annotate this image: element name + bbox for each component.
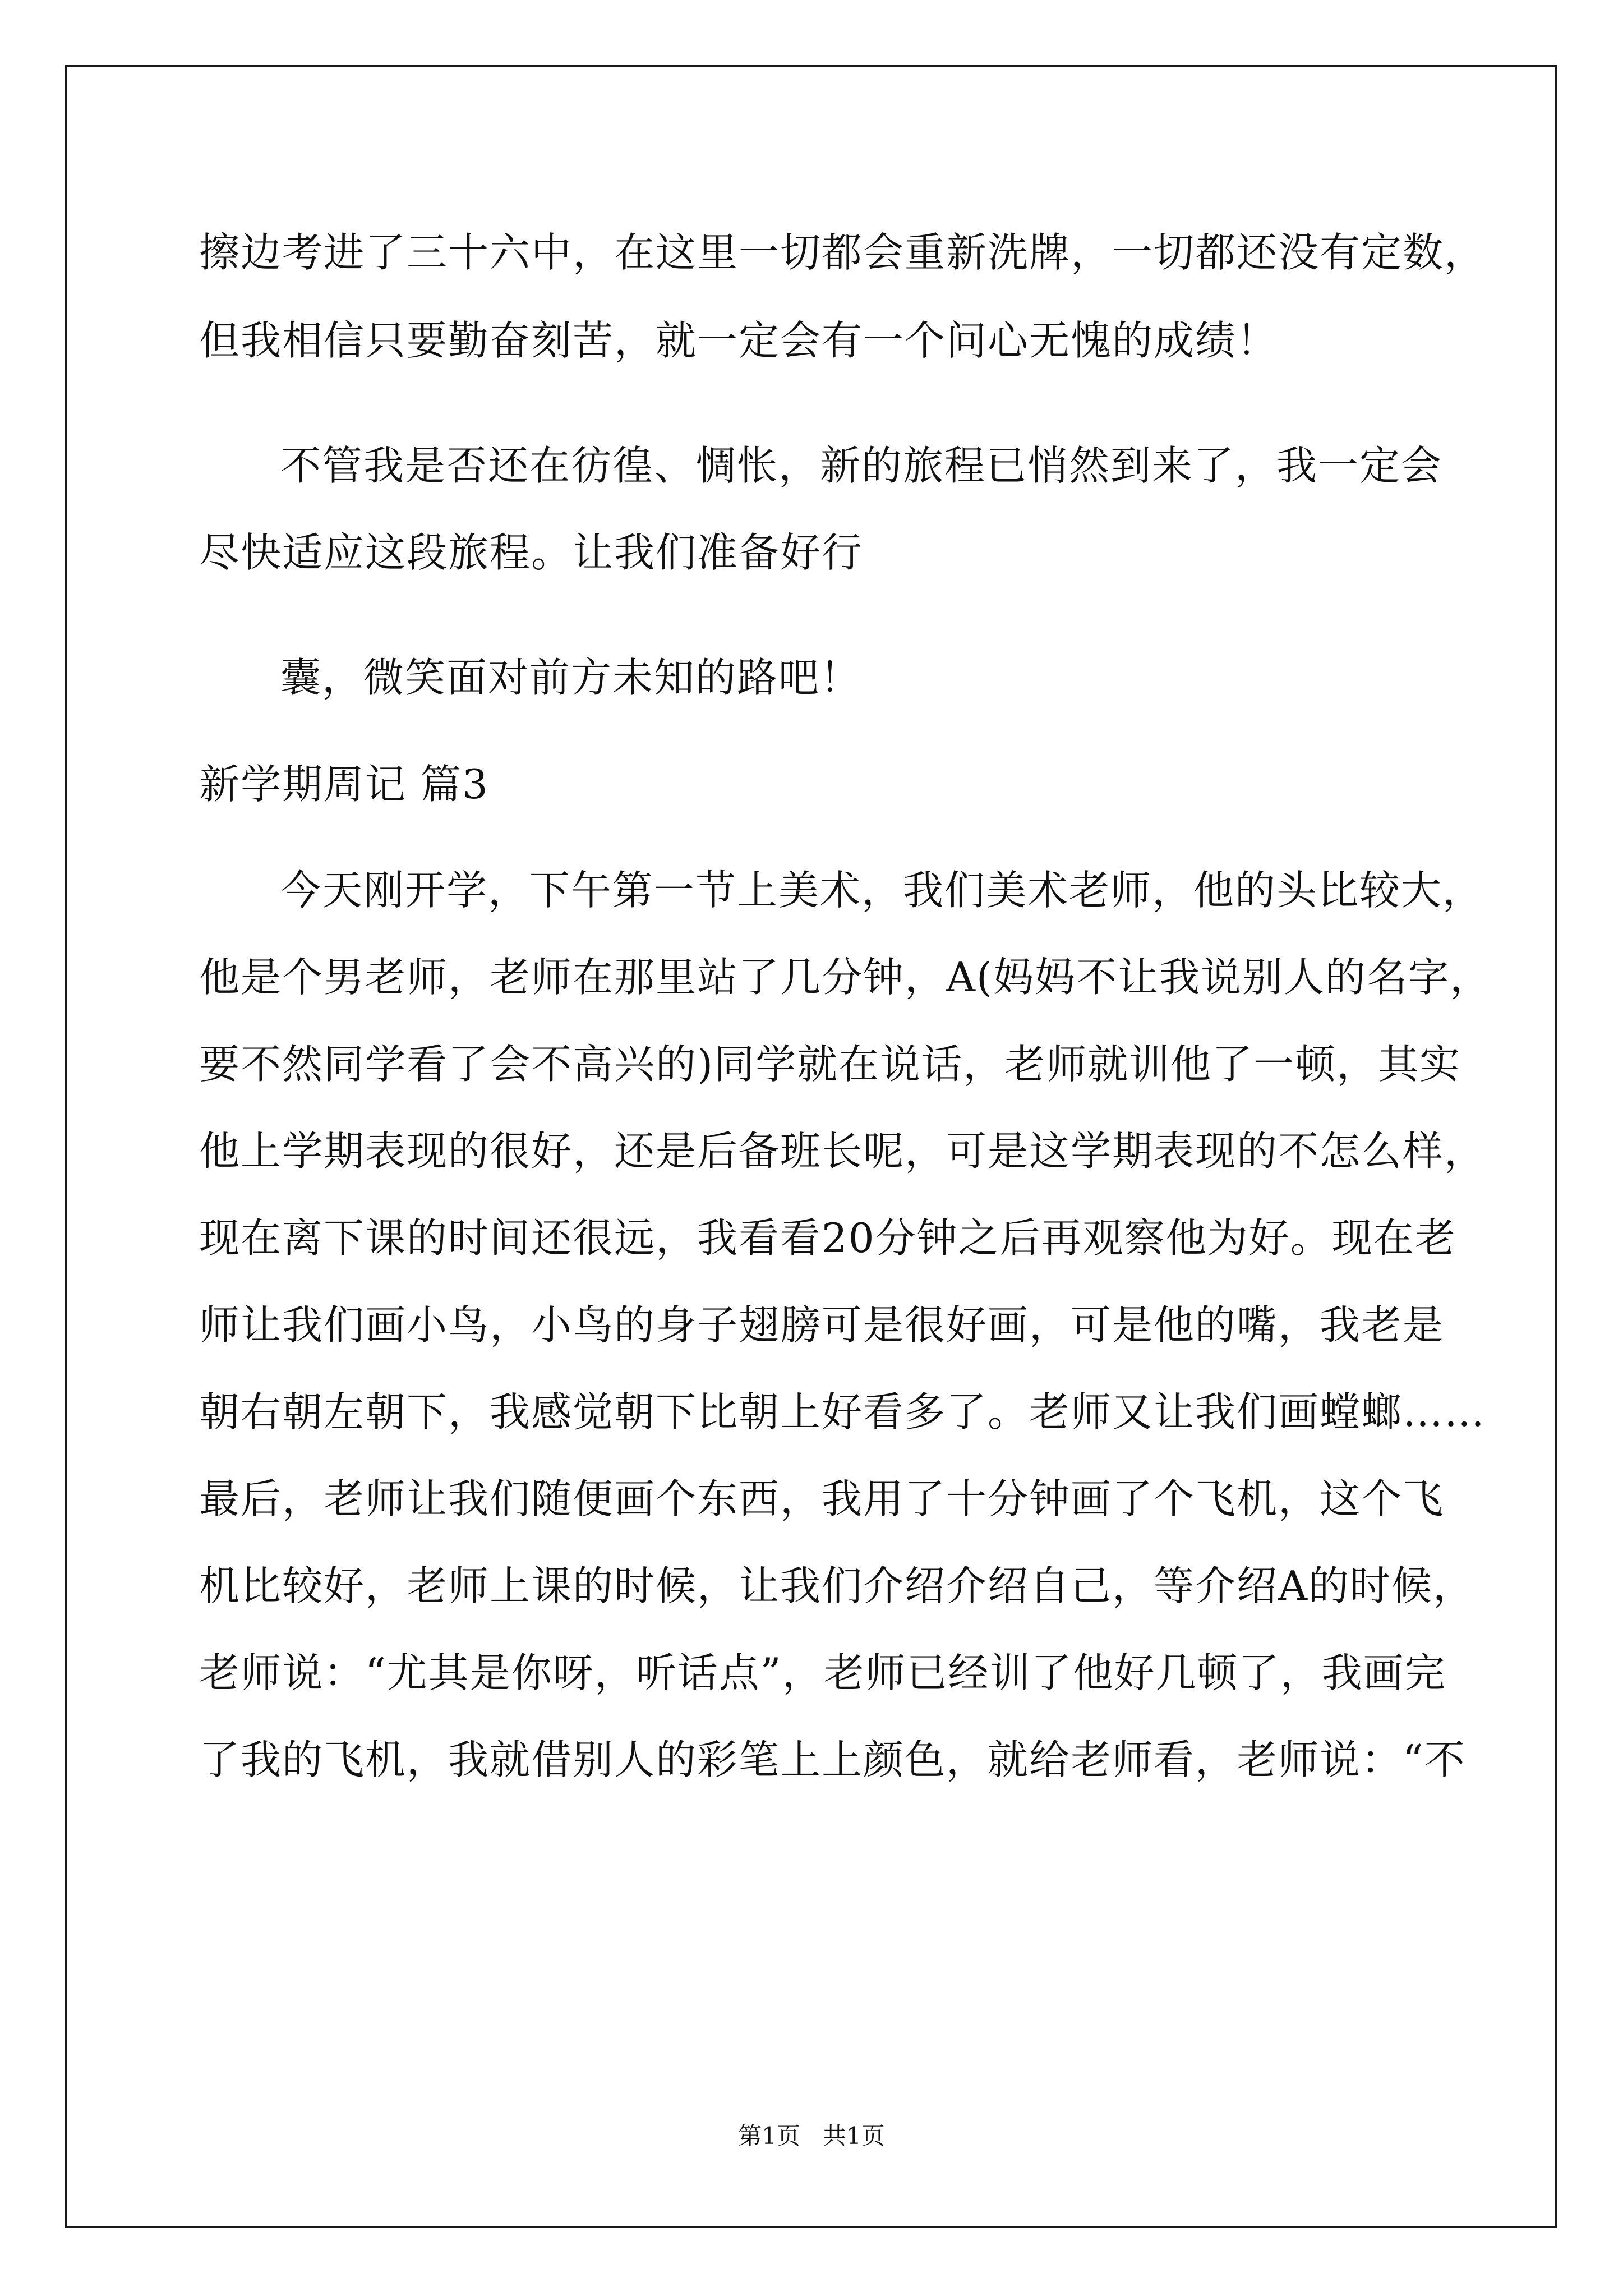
text-line: 朝右朝左朝下，我感觉朝下比朝上好看多了。老师又让我们画螳螂…… [199,1388,1486,1435]
text-line: 要不然同学看了会不高兴的)同学就在说话，老师就训他了一顿，其实 [199,1041,1461,1088]
text-line: 机比较好，老师上课的时候，让我们介绍介绍自己，等介绍A的时候， [199,1562,1474,1609]
text-line: 师让我们画小鸟，小鸟的身子翅膀可是很好画，可是他的嘴，我老是 [199,1301,1445,1349]
text-line: 老师说：“尤其是你呀，听话点”，老师已经训了他好几顿了，我画完 [199,1649,1446,1696]
paragraph-start-line: 今天刚开学，下午第一节上美术，我们美术老师，他的头比较大， [280,867,1484,914]
paragraph-start-line: 囊，微笑面对前方未知的路吧！ [280,654,862,701]
text-line: 现在离下课的时间还很远，我看看20分钟之后再观察他为好。现在老 [199,1214,1456,1262]
text-line: 他是个男老师，老师在那里站了几分钟，A(妈妈不让我说别人的名字， [199,954,1492,1001]
text-line: 但我相信只要勤奋刻苦，就一定会有一个问心无愧的成绩！ [199,317,1279,364]
text-line: 尽快适应这段旅程。让我们准备好行 [199,529,864,576]
text-line: 最后，老师让我们随便画个东西，我用了十分钟画了个飞机，这个飞 [199,1475,1445,1522]
text-line: 他上学期表现的很好，还是后备班长呢，可是这学期表现的不怎么样， [199,1128,1486,1175]
section-heading: 新学期周记 篇3 [199,761,489,808]
text-line: 擦边考进了三十六中，在这里一切都会重新洗牌，一切都还没有定数， [199,229,1486,276]
paragraph-start-line: 不管我是否还在彷徨、惆怅，新的旅程已悄然到来了，我一定会 [280,442,1443,489]
page-number-footer: 第1页 共1页 [738,2122,885,2150]
text-line: 了我的飞机，我就借别人的彩笔上上颜色，就给老师看，老师说：“不 [199,1736,1466,1783]
